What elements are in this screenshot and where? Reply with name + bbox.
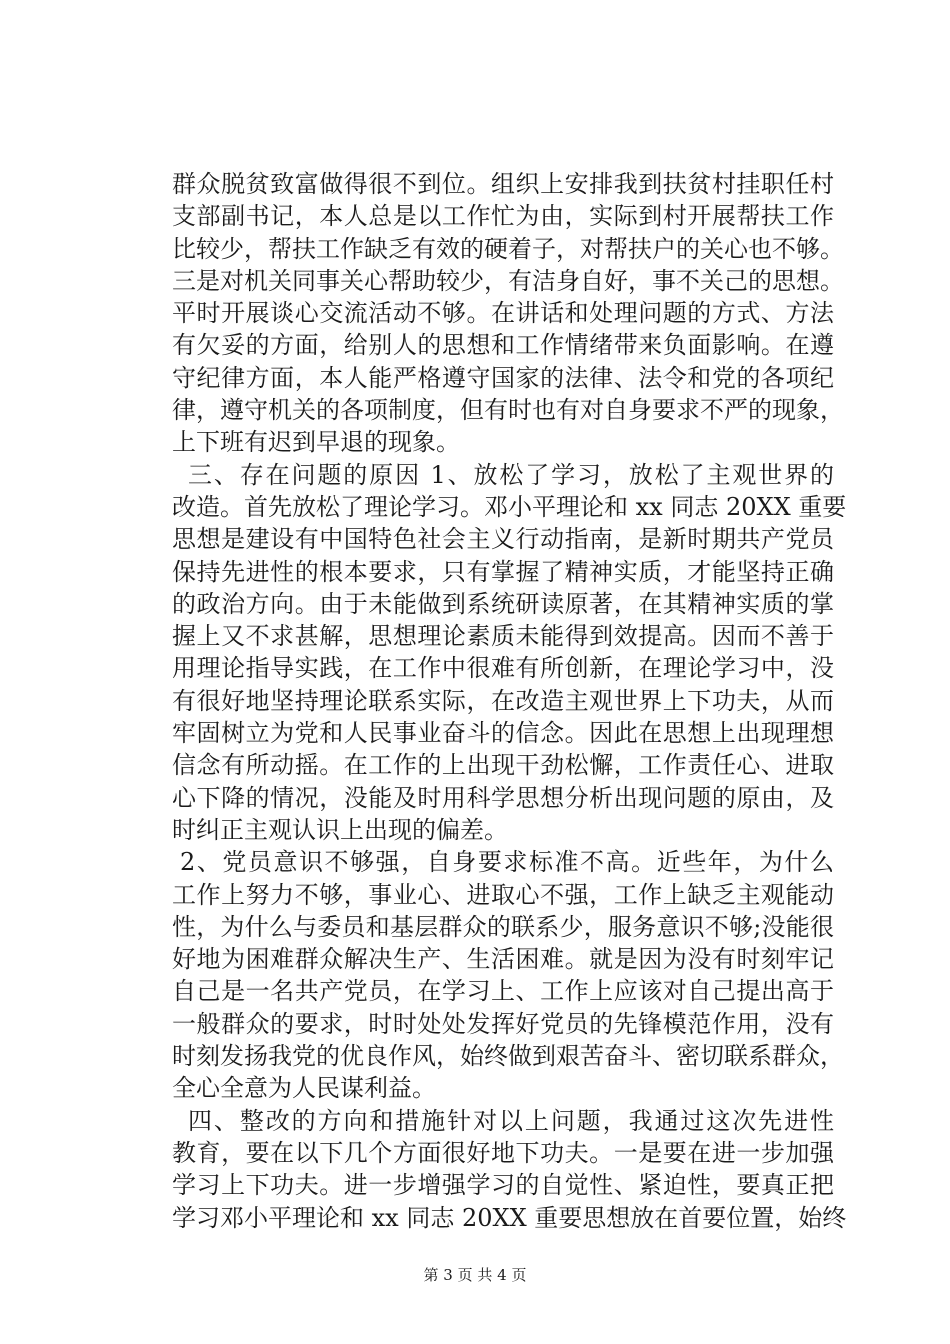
text-line: 一般群众的要求，时时处处发挥好党员的先锋模范作用，没有 (172, 1009, 834, 1038)
text-line: 学习邓小平理论和 xx 同志 20XX 重要思想放在首要位置，始终 (172, 1203, 847, 1232)
paragraph-start-line: 四、整改的方向和措施针对以上问题，我通过这次先进性 (188, 1106, 834, 1135)
document-body (172, 168, 847, 1234)
text-line: 思想是建设有中国特色社会主义行动指南，是新时期共产党员 (172, 525, 834, 554)
text-line: 学习上下功夫。进一步增强学习的自觉性、紧迫性，要真正把 (172, 1171, 834, 1200)
text-line: 的政治方向。由于未能做到系统研读原著，在其精神实质的掌 (172, 589, 834, 618)
text-line: 握上又不求甚解，思想理论素质未能得到效提高。因而不善于 (172, 622, 834, 651)
page-number-footer: 第 3 页 共 4 页 (423, 1266, 527, 1284)
text-line: 教育，要在以下几个方面很好地下功夫。一是要在进一步加强 (172, 1138, 834, 1167)
paragraph-start-line: 2、党员意识不够强，自身要求标准不高。近些年，为什么 (180, 848, 834, 877)
text-line: 用理论指导实践，在工作中很难有所创新，在理论学习中，没 (172, 654, 834, 683)
text-line: 支部副书记，本人总是以工作忙为由，实际到村开展帮扶工作 (172, 202, 834, 231)
text-line: 群众脱贫致富做得很不到位。组织上安排我到扶贫村挂职任村 (172, 170, 834, 198)
text-line: 时刻发扬我党的优良作风，始终做到艰苦奋斗、密切联系群众， (172, 1042, 844, 1071)
text-line: 守纪律方面，本人能严格遵守国家的法律、法令和党的各项纪 (172, 363, 834, 392)
paragraph-start-line: 三、存在问题的原因 1、放松了学习，放松了主观世界的 (188, 460, 834, 489)
text-line: 自己是一名共产党员，在学习上、工作上应该对自己提出高于 (172, 977, 834, 1006)
text-line: 平时开展谈心交流活动不够。在讲话和处理问题的方式、方法 (172, 299, 834, 328)
text-line: 比较少，帮扶工作缺乏有效的硬着子，对帮扶户的关心也不够。 (172, 234, 844, 263)
text-line: 保持先进性的根本要求，只有掌握了精神实质，才能坚持正确 (172, 557, 834, 586)
text-line: 律，遵守机关的各项制度，但有时也有对自身要求不严的现象， (172, 396, 844, 425)
text-line: 上下班有迟到早退的现象。 (172, 428, 460, 457)
text-line: 有很好地坚持理论联系实际，在改造主观世界上下功夫，从而 (172, 686, 834, 715)
text-line: 好地为困难群众解决生产、生活困难。就是因为没有时刻牢记 (172, 945, 834, 974)
text-line: 改造。首先放松了理论学习。邓小平理论和 xx 同志 20XX 重要 (172, 492, 847, 521)
text-line: 有欠妥的方面，给别人的思想和工作情绪带来负面影响。在遵 (172, 331, 834, 360)
text-line: 时纠正主观认识上出现的偏差。 (172, 815, 508, 844)
text-line: 信念有所动摇。在工作的上出现干劲松懈，工作责任心、进取 (172, 751, 834, 780)
text-line: 心下降的情况，没能及时用科学思想分析出现问题的原由，及 (172, 783, 834, 812)
text-line: 性，为什么与委员和基层群众的联系少，服务意识不够;没能很 (172, 912, 834, 941)
text-line: 工作上努力不够，事业心、进取心不强，工作上缺乏主观能动 (172, 880, 834, 909)
text-line: 全心全意为人民谋利益。 (172, 1074, 436, 1103)
text-line: 三是对机关同事关心帮助较少，有洁身自好，事不关己的思想。 (172, 266, 844, 295)
text-line: 牢固树立为党和人民事业奋斗的信念。因此在思想上出现理想 (172, 719, 834, 748)
